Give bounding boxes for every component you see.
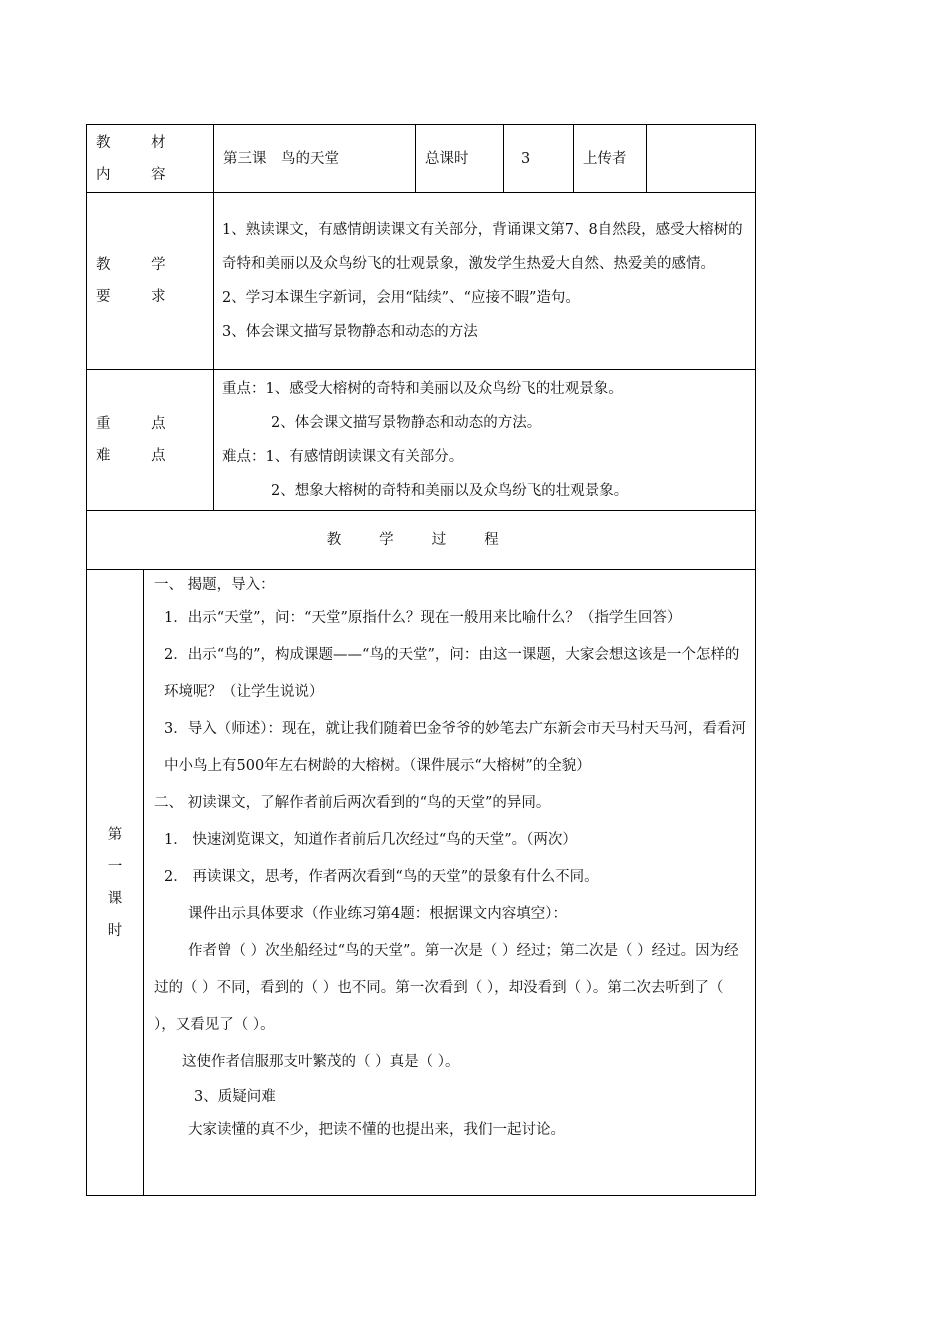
total-hours-value: 3 [504,125,574,193]
material-label: 教 材 内 容 [87,125,214,193]
section-heading: 二、 初读课文，了解作者前后两次看到的“鸟的天堂”的异同。 [154,795,551,811]
key-point: 2、体会课文描写景物静态和动态的方法。 [271,415,542,431]
requirement-item: 3、体会课文描写景物静态和动态的方法 [222,324,478,340]
uploader-value [647,125,756,193]
content-line: 1．出示“天堂”，问：“天堂”原指什么？现在一般用来比喻什么？（指学生回答） [164,610,682,626]
lesson-one-content [144,570,756,1196]
requirements-content [214,193,756,370]
content-line: 1． 快速浏览课文，知道作者前后几次经过“鸟的天堂”。（两次） [164,832,577,848]
key-points-label: 重 点 难 点 [87,370,214,511]
lesson-one-label: 第 一 课 时 [87,570,144,1196]
key-points-row [87,370,756,511]
process-title: 教 学 过 程 [87,511,756,570]
lesson-one-row [87,570,756,1196]
difficulty-point: 2、想象大榕树的奇特和美丽以及众鸟纷飞的壮观景象。 [271,483,629,499]
total-hours-label: 总课时 [416,125,504,193]
process-title-row [87,511,756,570]
section-heading: 一、 揭题，导入： [154,577,275,593]
lesson-title: 第三课 鸟的天堂 [214,125,416,193]
requirements-label: 教 学 要 求 [87,193,214,370]
requirements-row [87,193,756,370]
uploader-label: 上传者 [574,125,647,193]
key-point: 重点：1、感受大榕树的奇特和美丽以及众鸟纷飞的壮观景象。 [222,381,623,397]
lesson-plan-table [86,124,756,1196]
content-line: 这使作者信服那支叶繁茂的（ ）真是（ ）。 [182,1054,460,1070]
requirement-item: 2、学习本课生字新词，会用“陆续”、“应接不暇”造句。 [222,290,580,306]
key-points-content [214,370,756,511]
difficulty-point: 难点：1、有感情朗读课文有关部分。 [222,449,464,465]
content-line: 2． 再读课文，思考，作者两次看到“鸟的天堂”的景象有什么不同。 [164,869,599,885]
header-row [87,125,756,193]
fill-blank-exercise: 作者曾（ ）次坐船经过“鸟的天堂”。第一次是（ ）经过；第二次是（ ）经过。因为经过的（ ）不同，看到的（ ）也不同。第一次看到（ ），却没看到（ ）。第二次去听到了（ ），又看见了（ ）。 [154,943,739,1033]
content-line: 2．出示“鸟的”，构成课题——“鸟的天堂”，问：由这一课题，大家会想这该是一个怎样的环境呢？（让学生说说） [164,647,740,700]
content-line: 3、质疑问难 [194,1089,276,1105]
content-line: 3．导入（师述）：现在，就让我们随着巴金爷爷的妙笔去广东新会市天马村天马河，看看河中小鸟上有500年左右树龄的大榕树。（课件展示“大榕树”的全貌） [164,721,746,774]
content-line: 课件出示具体要求（作业练习第4题：根据课文内容填空）： [188,906,567,922]
requirement-item: 1、熟读课文，有感情朗读课文有关部分，背诵课文第7、8自然段，感受大榕树的奇特和美丽以及众鸟纷飞的壮观景象，激发学生热爱大自然、热爱美的感情。 [222,222,743,272]
content-line: 大家读懂的真不少，把读不懂的也提出来，我们一起讨论。 [188,1122,565,1138]
